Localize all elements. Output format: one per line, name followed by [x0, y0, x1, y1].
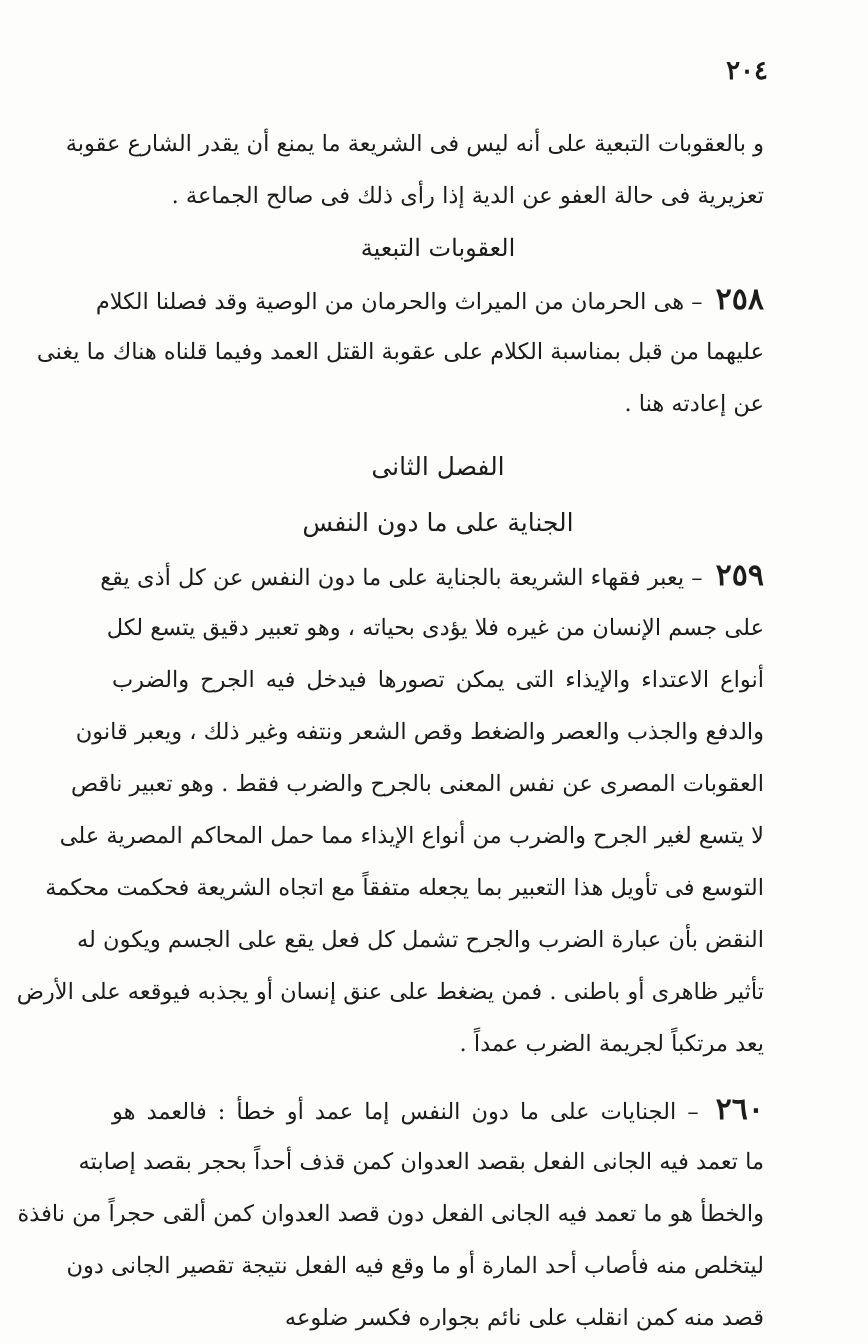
text-line: على جسم الإنسان من غيره فلا يؤدى بحياته ، وهو تعبير دقيق يتسع لكل: [106, 615, 764, 641]
text-line: قصد منه كمن انقلب على نائم بجواره فكسر ضلوعه: [284, 1305, 764, 1331]
text-line: [100, 550, 764, 602]
chapter-subtitle: الجناية على ما دون النفس: [302, 508, 574, 537]
text-line: النقض بأن عبارة الضرب والجرح تشمل كل فعل يقع على الجسم ويكون له: [76, 927, 764, 953]
section-number: ٢٦٠: [715, 1092, 764, 1127]
section-number: ٢٥٨: [715, 282, 764, 317]
text-line: التوسع فى تأويل هذا التعبير بما يجعله متفقاً مع اتجاه الشريعة فحكمت محكمة: [45, 875, 764, 901]
text-line: [95, 274, 764, 326]
page-text: [16, 118, 764, 1344]
text-line: تعزيرية فى حالة العفو عن الدية إذا رأى ذلك فى صالح الجماعة .: [171, 183, 764, 209]
text-line: والدفع والجذب والعصر والضغط وقص الشعر ونتفه وغير ذلك ، ويعبر قانون: [75, 719, 764, 745]
section-heading: العقوبات التبعية: [360, 234, 516, 262]
text-line: عليهما من قبل بمناسبة الكلام على عقوبة القتل العمد وفيما قلناه هناك ما يغنى: [36, 339, 764, 365]
text-line-content: – هى الحرمان من الميراث والحرمان من الوصية وقد فصلنا الكلام: [95, 289, 703, 315]
text-line: و بالعقوبات التبعية على أنه ليس فى الشريعة ما يمنع أن يقدر الشارع عقوبة: [65, 131, 764, 157]
text-line-content: – الجنايات على ما دون النفس إما عمد أو خطأ : فالعمد هو: [112, 1099, 699, 1125]
page-number: ٢٠٤: [726, 56, 768, 86]
section-number: ٢٥٩: [715, 558, 764, 593]
text-line: عن إعادته هنا .: [624, 391, 764, 417]
chapter-title: الفصل الثانى: [371, 452, 505, 481]
text-line: يعد مرتكباً لجريمة الضرب عمداً .: [459, 1031, 764, 1057]
text-line: والخطأ هو ما تعمد فيه الجانى الفعل دون قصد العدوان كمن ألقى حجراً من نافذة: [17, 1201, 764, 1227]
text-line: تأثير ظاهرى أو باطنى . فمن يضغط على عنق إنسان أو يجذبه فيوقعه على الأرض: [16, 979, 764, 1005]
text-line-content: – يعبر فقهاء الشريعة بالجناية على ما دون النفس عن كل أذى يقع: [100, 565, 703, 591]
text-line: لا يتسع لغير الجرح والضرب من أنواع الإيذاء مما حمل المحاكم المصرية على: [59, 823, 764, 849]
text-line: [112, 1084, 764, 1136]
text-line: ليتخلص منه فأصاب أحد المارة أو ما وقع فيه الفعل نتيجة تقصير الجانى دون: [66, 1253, 764, 1279]
text-line: ما تعمد فيه الجانى الفعل بقصد العدوان كمن قذف أحداً بحجر بقصد إصابته: [78, 1149, 764, 1175]
text-line: العقوبات المصرى عن نفس المعنى بالجرح والضرب فقط . وهو تعبير ناقص: [70, 771, 764, 797]
text-line: أنواع الاعتداء والإيذاء التى يمكن تصورها فيدخل فيه الجرح والضرب: [112, 667, 764, 693]
